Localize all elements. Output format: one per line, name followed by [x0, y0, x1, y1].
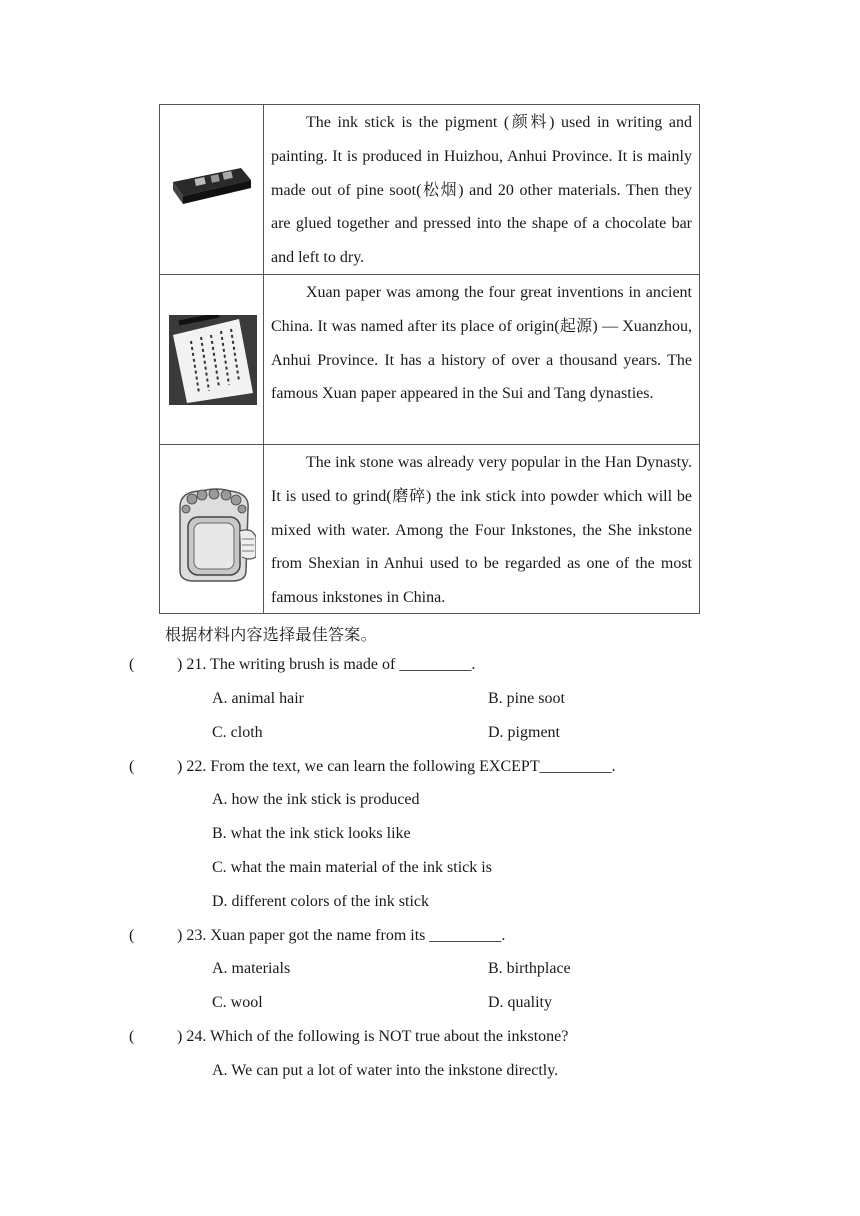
image-cell — [160, 445, 264, 613]
answer-paren[interactable]: ( — [129, 927, 135, 944]
option: D. different colors of the ink stick — [212, 893, 429, 910]
answer-paren[interactable]: ( — [129, 1028, 135, 1045]
option: C. wool — [212, 994, 263, 1011]
option: B. birthplace — [488, 960, 571, 977]
option: B. what the ink stick looks like — [212, 825, 411, 842]
option: A. We can put a lot of water into the inkstone directly. — [212, 1062, 559, 1079]
option: A. animal hair — [212, 690, 304, 707]
image-cell — [160, 275, 264, 444]
table-row — [160, 105, 699, 274]
xuan-paper-paragraph — [271, 275, 692, 411]
option: D. quality — [488, 994, 552, 1011]
paragraph-text: The ink stone was already very popular in the Han Dynasty. It is used to grind(磨碎) the ink stick into powder which will be mixed with water. Among the Four Inkstones, the She inkstone from Shexian in Anhui used to be regarded as one of the most famous inkstones in China. — [271, 454, 692, 607]
option: B. pine soot — [488, 690, 565, 707]
option: D. pigment — [488, 724, 560, 741]
paragraph-text: Xuan paper was among the four great inventions in ancient China. It was named after its place of origin(起源) — Xuanzhou, Anhui Province. It has a history of over a thousand years. The famous Xuan paper appeared in the Sui and Tang dynasties. — [271, 284, 692, 403]
question-stem: ) 21. The writing brush is made of _________. — [177, 656, 476, 673]
option: C. cloth — [212, 724, 263, 741]
image-cell — [160, 105, 264, 274]
table-row — [160, 444, 699, 613]
option: A. how the ink stick is produced — [212, 791, 420, 808]
xuan-paper-image — [169, 315, 257, 405]
option: A. materials — [212, 960, 291, 977]
question-stem: ) 24. Which of the following is NOT true about the inkstone? — [177, 1028, 569, 1045]
question-stem: ) 22. From the text, we can learn the following EXCEPT_________. — [177, 758, 616, 775]
ink-stick-image — [167, 160, 257, 220]
ink-stone-paragraph — [271, 445, 692, 615]
answer-paren[interactable]: ( — [129, 758, 135, 775]
paragraph-text: The ink stick is the pigment (颜料) used in writing and painting. It is produced in Huizhou, Anhui Province. It is mainly made out of pine soot(松烟) and 20 other materials. Then they are glued together and pressed into the shape of a chocolate bar and left to dry. — [271, 114, 692, 267]
question-stem: ) 23. Xuan paper got the name from its _________. — [177, 927, 506, 944]
table-row — [160, 274, 699, 444]
ink-stick-paragraph — [271, 105, 692, 275]
answer-paren[interactable]: ( — [129, 656, 135, 673]
ink-stone-image — [172, 487, 256, 583]
instruction-text: 根据材料内容选择最佳答案。 — [165, 625, 377, 644]
option: C. what the main material of the ink stick is — [212, 859, 492, 876]
material-table — [159, 104, 700, 614]
